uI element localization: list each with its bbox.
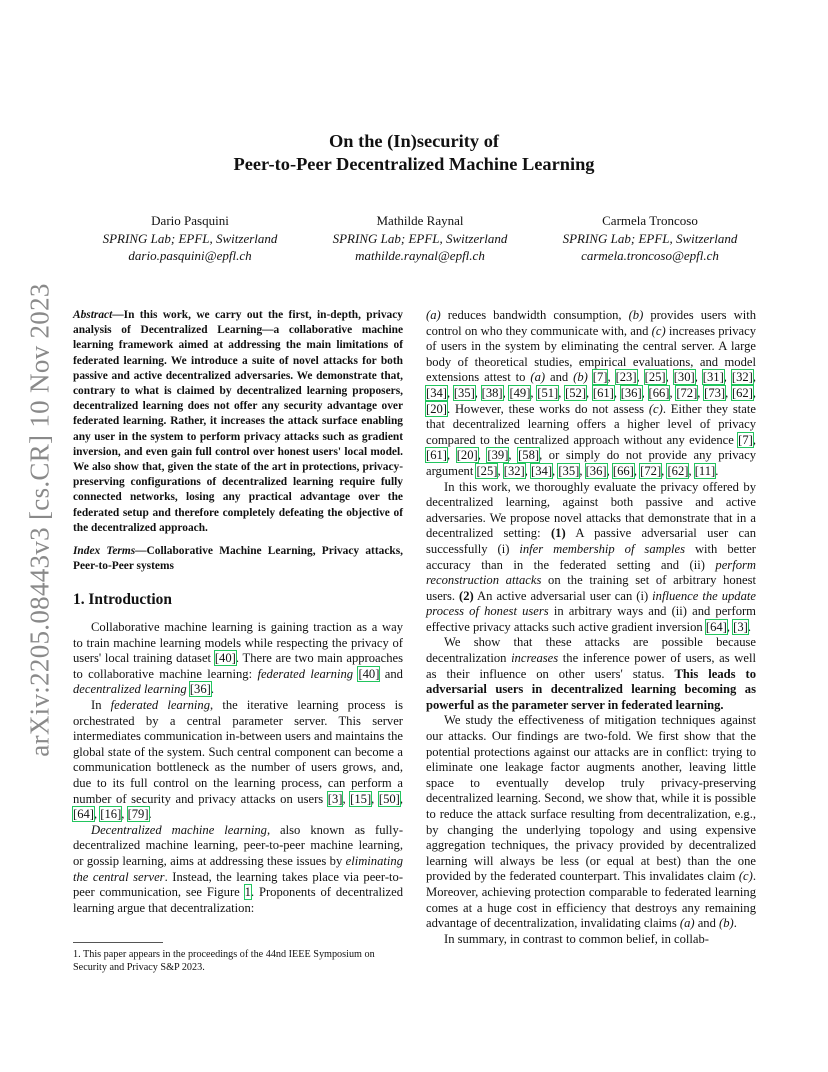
citation-link[interactable]: [25] <box>476 463 498 478</box>
citation-link[interactable]: [36] <box>189 682 211 697</box>
author-affiliation: SPRING Lab; EPFL, Switzerland <box>332 230 508 246</box>
citation-link[interactable]: [40] <box>358 666 380 681</box>
author-affiliation: SPRING Lab; EPFL, Switzerland <box>102 230 278 246</box>
citation-link[interactable]: [16] <box>100 807 122 822</box>
citation-link[interactable]: [20] <box>456 448 478 463</box>
citation-link[interactable]: [32] <box>503 463 525 478</box>
citation-link[interactable]: [73] <box>704 385 726 400</box>
citation-link[interactable]: [61] <box>426 448 447 463</box>
citation-link[interactable]: [25] <box>644 370 666 385</box>
citation-link[interactable]: [20] <box>426 401 447 416</box>
title-line-1: On the (In)security of <box>328 131 500 151</box>
citation-link[interactable]: [72] <box>676 385 698 400</box>
citation-link[interactable]: [34] <box>531 463 553 478</box>
citation-link[interactable]: [40] <box>214 651 236 666</box>
author-3 <box>540 212 760 265</box>
citation-link[interactable]: [49] <box>509 385 531 400</box>
intro-paragraph-2: In federated learning, the iterative learning process is orchestrated by a central parameter server. This server intermediates communication in-between users and maintains the global state of the system. Such central component can become a communication bottleneck as the number of users grows, and, due to its full control on the learning process, can perform a number of security and privacy attacks on users [3], [15], [50], [64], [16], [79]. <box>73 698 404 822</box>
citation-link[interactable]: [31] <box>702 370 724 385</box>
citation-link[interactable]: [7] <box>738 432 753 447</box>
author-affiliation: SPRING Lab; EPFL, Switzerland <box>562 230 738 246</box>
paper-title <box>0 130 828 176</box>
author-name: Dario Pasquini <box>151 213 229 228</box>
abstract-label: Abstract <box>73 309 113 321</box>
citation-link[interactable]: [66] <box>648 385 670 400</box>
citation-link[interactable]: [64] <box>73 807 94 822</box>
citation-link[interactable]: [32] <box>731 370 753 385</box>
figure-link[interactable]: 1 <box>244 885 251 900</box>
author-email[interactable]: mathilde.raynal@epfl.ch <box>355 248 485 263</box>
citation-link[interactable]: [72] <box>640 463 662 478</box>
citation-link[interactable]: [66] <box>612 463 634 478</box>
citation-link[interactable]: [62] <box>667 463 689 478</box>
index-terms-text: —Collaborative Machine Learning, Privacy attacks, Peer-to-Peer systems <box>73 545 403 573</box>
citation-link[interactable]: [3] <box>733 619 748 634</box>
footnote-text: 1. This paper appears in the proceedings of the 44nd IEEE Symposium on Security and Privacy S&P 2023. <box>73 949 375 973</box>
intro-paragraph-3: Decentralized machine learning, also known as fully-decentralized machine learning, peer-to-peer machine learning, or gossip learning, aims at addressing these issues by eliminating the central server. Instead, the learning takes place via peer-to-peer communication, see Figure 1. Proponents of decentralized learning argue that decentralization: <box>73 822 404 915</box>
citation-link[interactable]: [36] <box>585 463 607 478</box>
author-2 <box>310 212 530 265</box>
intro-paragraph-1: Collaborative machine learning is gaining traction as a way to train machine learning models while respecting the privacy of users' local training dataset [40]. There are two main approaches to collaborative machine learning: federated learning [40] and decentralized learning [36]. <box>73 620 403 697</box>
author-name: Carmela Troncoso <box>602 213 698 228</box>
citation-link[interactable]: [50] <box>378 791 400 806</box>
citation-link[interactable]: [7] <box>592 370 608 385</box>
footnote <box>73 942 403 974</box>
citation-link[interactable]: [52] <box>565 385 587 400</box>
right-paragraph-4: We study the effectiveness of mitigation techniques against our attacks. Our findings are two-fold. We first show that the potential protections against our attacks are in conflict: trying to eliminate one leakage factor augments another, leaving little space to eventually develop truly privacy-preserving decentralized learning. Second, we show that, while it is possible to reduce the attack surface resulting from decentralization, e.g., by changing the underlying topology and using expensive aggregation techniques, the privacy provided by decentralized learning will always be less (or equal at best) than the one provided by the federated counterpart. This invalidates claim (c). Moreover, achieving protection comparable to federated learning comes at a huge cost in efficiency that destroys any remaining advantage of decentralization, invalidating claims (a) and (b). <box>426 713 756 931</box>
right-paragraph-3: We show that these attacks are possible because decentralization increases the inference power of users, as well as their influence on other users' status. This leads to adversarial users in decentralized learning becoming as powerful as the parameter server in federated learning. <box>426 635 756 712</box>
abstract-text: —In this work, we carry out the first, in-depth, privacy analysis of Decentralized Learning—a collaborative machine learning framework aimed at addressing the main limitations of federated learning. We introduce a suite of novel attacks for both passive and active decentralized adversaries. We demonstrate that, contrary to what is claimed by decentralized learning proposers, decentralized learning does not offer any security advantage over federated learning. Rather, it increases the attack surface enabling any user in the system to perform privacy attacks such as gradient inversion, and even gain full control over honest users' local model. We also show that, given the state of the art in protections, privacy-preserving configurations of decentralized learning require fully connected networks, losing any practical advantage over the federated setup and therefore completely defeating the objective of the decentralized approach. <box>73 309 403 534</box>
citation-link[interactable]: [51] <box>537 385 559 400</box>
citation-link[interactable]: [62] <box>731 385 753 400</box>
index-terms <box>73 544 403 574</box>
citation-link[interactable]: [79] <box>127 807 149 822</box>
arxiv-identifier-text: arXiv:2205.08443v3 [cs.CR] 10 Nov 2023 <box>24 283 55 757</box>
citation-link[interactable]: [39] <box>487 448 509 463</box>
citation-link[interactable]: [3] <box>327 791 343 806</box>
author-block <box>80 212 760 265</box>
right-column <box>426 308 756 947</box>
citation-link[interactable]: [35] <box>558 463 580 478</box>
citation-link[interactable]: [11] <box>694 463 716 478</box>
citation-link[interactable]: [64] <box>705 619 727 634</box>
citation-link[interactable]: [38] <box>481 385 503 400</box>
right-paragraph-2: In this work, we thoroughly evaluate the privacy offered by decentralized learning, against both passive and active adversaries. We propose novel attacks that demonstrate that in a decentralized setting: (1) A passive adversarial user can successfully (i) infer membership of samples with better accuracy than in the federated setting and (ii) perform reconstruction attacks on the training set of arbitrary honest users. (2) An active adversarial user can (i) influence the update process of honest users in arbitrary ways and (ii) and perform effective privacy attacks such active gradient inversion [64], [3]. <box>426 479 756 634</box>
citation-link[interactable]: [23] <box>615 370 637 385</box>
arxiv-side-identifier <box>22 280 58 760</box>
abstract <box>73 308 403 536</box>
index-terms-label: Index Terms <box>73 545 136 558</box>
citation-link[interactable]: [58] <box>518 448 540 463</box>
citation-link[interactable]: [61] <box>592 385 614 400</box>
title-line-2: Peer-to-Peer Decentralized Machine Learning <box>233 154 595 174</box>
author-name: Mathilde Raynal <box>376 213 464 228</box>
right-paragraph-5: In summary, in contrast to common belief, in collab- <box>444 931 709 946</box>
citation-link[interactable]: [34] <box>426 385 447 400</box>
author-email[interactable]: carmela.troncoso@epfl.ch <box>581 248 719 263</box>
left-column <box>73 308 403 916</box>
right-paragraph-1: (a) reduces bandwidth consumption, (b) provides users with control on who they communicate with, and (c) increases privacy of users in the system by eliminating the central server. A large body of theoretical studies, empirical evaluations, and model extensions attest to (a) and (b) [7], [23], [25], [30], [31], [32], [34], [35], [38], [49], [51], [52], [61], [36], [66], [72], [73], [62], [20]. However, these works do not assess (c). Either they state that decentralized learning offers a higher level of privacy compared to the centralized approach without any evidence [7], [61], [20], [39], [58], or simply do not provide any privacy argument [25], [32], [34], [35], [36], [66], [72], [62], [11]. <box>426 308 757 478</box>
citation-link[interactable]: [15] <box>350 791 372 806</box>
author-1 <box>80 212 300 265</box>
citation-link[interactable]: [30] <box>673 370 695 385</box>
section-heading: 1. Introduction <box>73 591 172 609</box>
citation-link[interactable]: [35] <box>453 385 475 400</box>
citation-link[interactable]: [36] <box>620 385 642 400</box>
footnote-rule <box>73 942 163 943</box>
author-email[interactable]: dario.pasquini@epfl.ch <box>128 248 252 263</box>
